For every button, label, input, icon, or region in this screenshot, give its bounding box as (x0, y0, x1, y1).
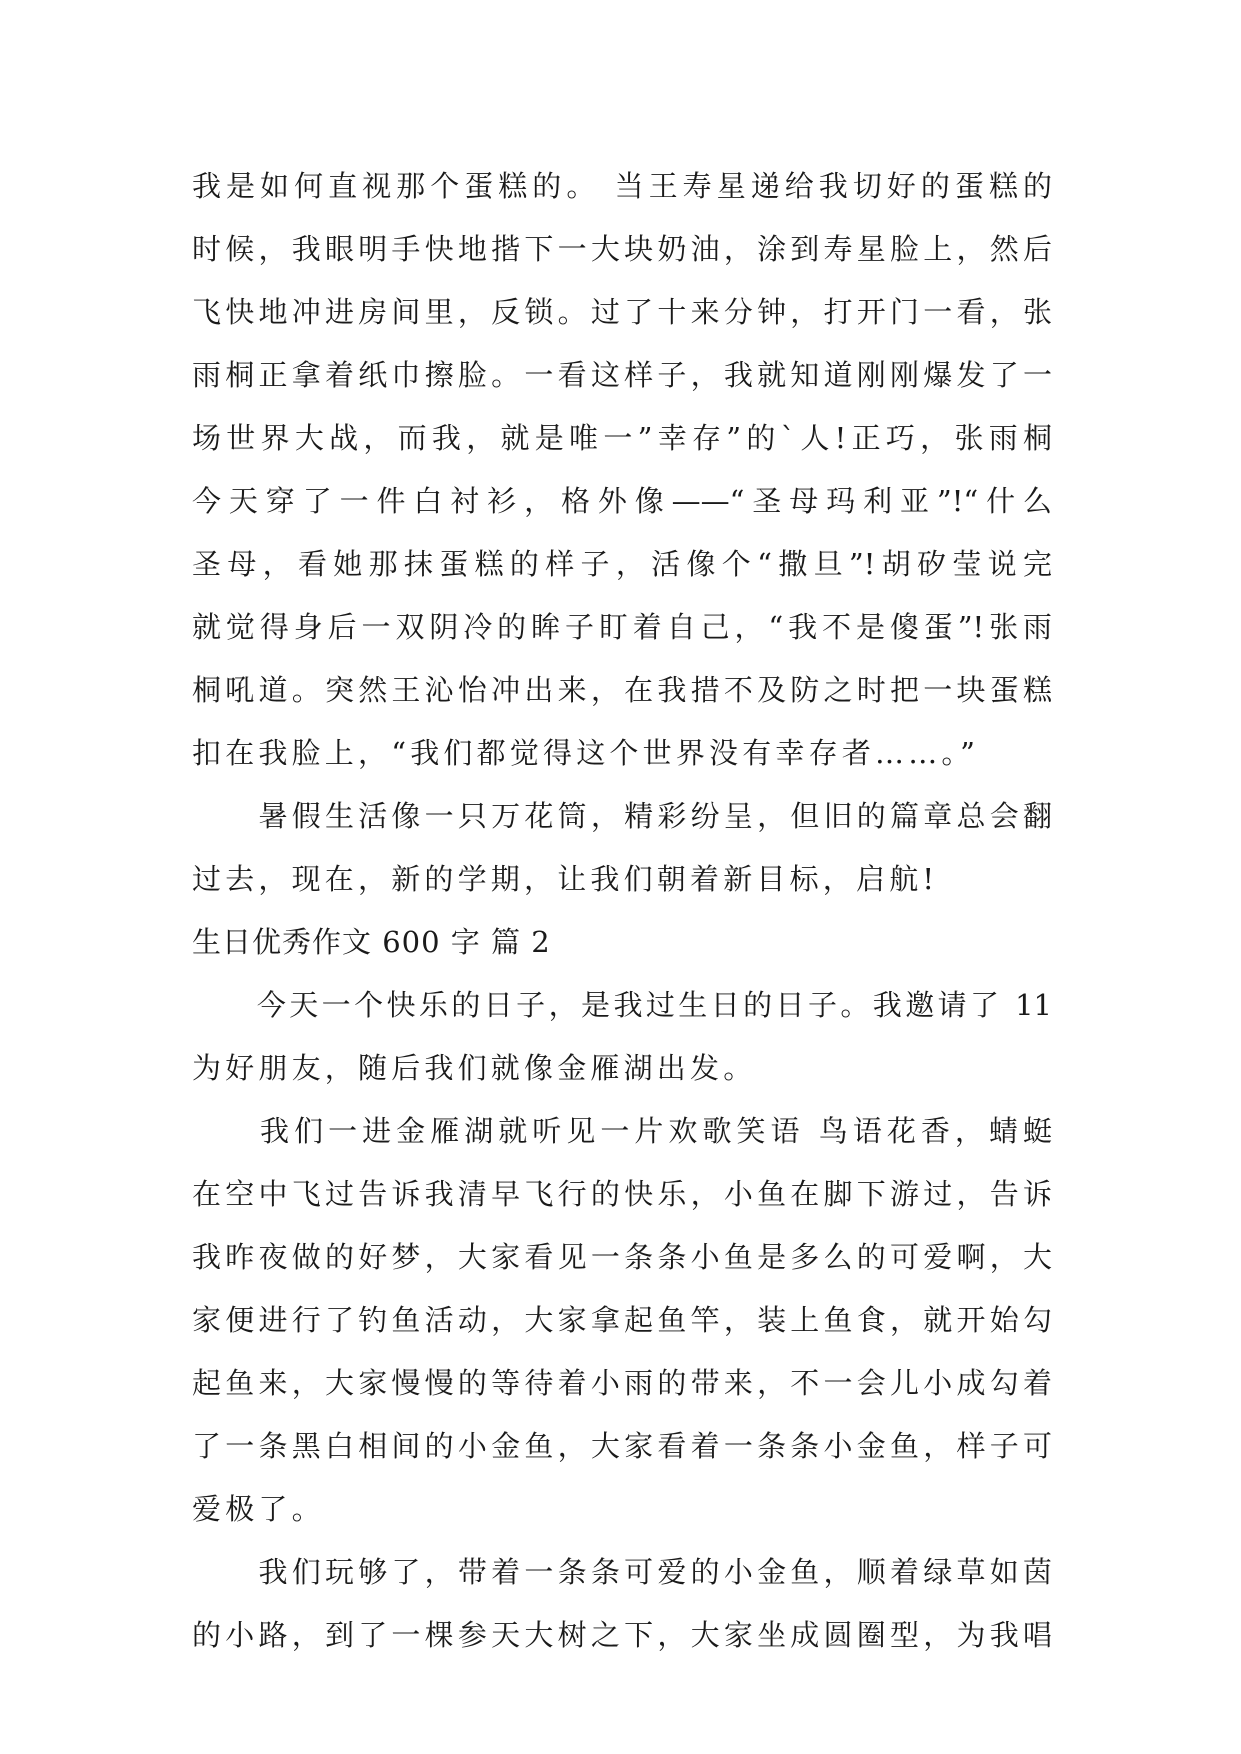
text-line: 爱极了。 (192, 1492, 325, 1526)
text-line: 我们玩够了，带着一条条可爱的小金鱼，顺着绿草如茵 (192, 1555, 1052, 1589)
text-line: 圣母，看她那抹蛋糕的样子，活像个“撒旦”!胡矽莹说完 (192, 547, 1052, 581)
text-line: 飞快地冲进房间里，反锁。过了十来分钟，打开门一看，张 (192, 295, 1052, 329)
document-page (192, 155, 1052, 1667)
text-line: 家便进行了钓鱼活动，大家拿起鱼竿，装上鱼食，就开始勾 (192, 1303, 1052, 1337)
text-line: 为好朋友，随后我们就像金雁湖出发。 (192, 1051, 757, 1085)
text-line: 在空中飞过告诉我清早飞行的快乐，小鱼在脚下游过，告诉 (192, 1177, 1052, 1211)
text-line: 场世界大战，而我，就是唯一”幸存”的`人!正巧，张雨桐 (192, 421, 1052, 455)
text-line: 今天穿了一件白衬衫，格外像——“圣母玛利亚”!“什么 (192, 484, 1052, 518)
text-line: 过去，现在，新的学期，让我们朝着新目标，启航! (192, 862, 939, 896)
section-heading: 生日优秀作文 600 字 篇 2 (192, 925, 551, 959)
text-line: 我是如何直视那个蛋糕的。 当王寿星递给我切好的蛋糕的 (192, 169, 1052, 203)
text-line: 暑假生活像一只万花筒，精彩纷呈，但旧的篇章总会翻 (192, 799, 1052, 833)
text-line: 就觉得身后一双阴冷的眸子盯着自己，“我不是傻蛋”!张雨 (192, 610, 1052, 644)
text-line: 起鱼来，大家慢慢的等待着小雨的带来，不一会儿小成勾着 (192, 1366, 1052, 1400)
text-line: 我昨夜做的好梦，大家看见一条条小鱼是多么的可爱啊，大 (192, 1240, 1052, 1274)
text-line: 了一条黑白相间的小金鱼，大家看着一条条小金鱼，样子可 (192, 1429, 1052, 1463)
text-line: 时候，我眼明手快地揩下一大块奶油，涂到寿星脸上，然后 (192, 232, 1052, 266)
text-line: 今天一个快乐的日子，是我过生日的日子。我邀请了 11 (192, 988, 1052, 1022)
text-line: 桐吼道。突然王沁怡冲出来，在我措不及防之时把一块蛋糕 (192, 673, 1052, 707)
text-line: 雨桐正拿着纸巾擦脸。一看这样子，我就知道刚刚爆发了一 (192, 358, 1052, 392)
text-line: 我们一进金雁湖就听见一片欢歌笑语 鸟语花香，蜻蜓 (192, 1114, 1052, 1148)
text-line: 的小路，到了一棵参天大树之下，大家坐成圆圈型，为我唱 (192, 1618, 1052, 1652)
text-line: 扣在我脸上，“我们都觉得这个世界没有幸存者……。” (192, 736, 980, 770)
